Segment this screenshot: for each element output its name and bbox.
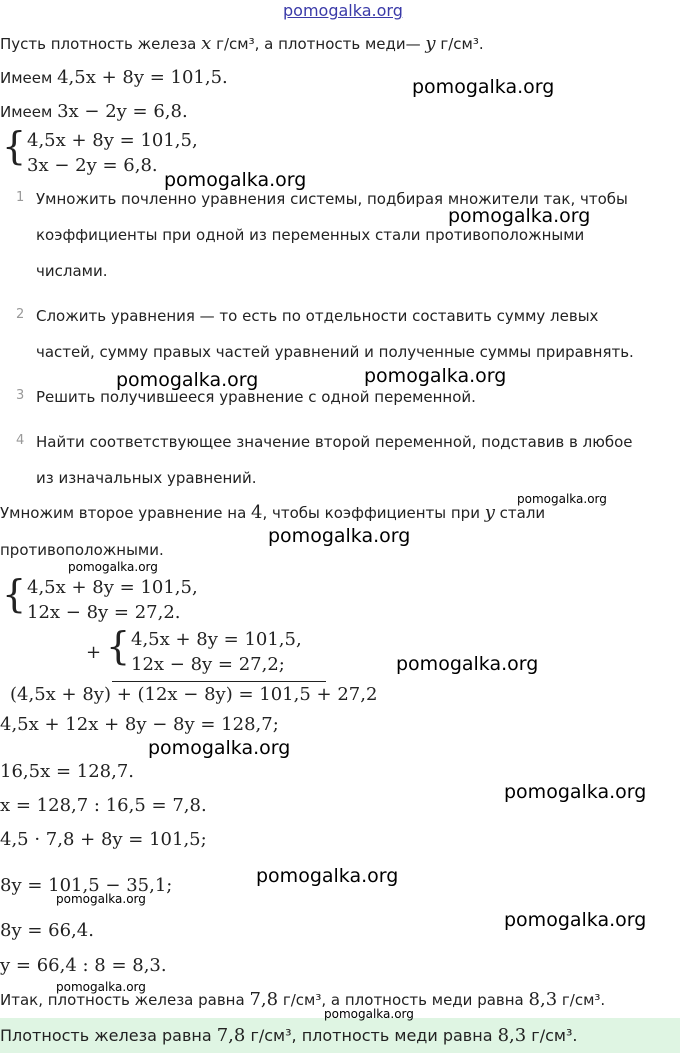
watermark: pomogalka.org bbox=[412, 76, 555, 98]
watermark: pomogalka.org bbox=[396, 653, 539, 675]
intro-mid: г/см³, а плотность меди— bbox=[211, 35, 426, 53]
calc-line-5: 4,5 · 7,8 + 8y = 101,5; bbox=[0, 829, 207, 850]
answer-before: Плотность железа равна bbox=[0, 1026, 217, 1045]
step-4-line-2: из изначальных уравнений. bbox=[36, 469, 257, 487]
addition-rule bbox=[112, 681, 326, 682]
have1-equation: 4,5x + 8y = 101,5. bbox=[57, 67, 228, 88]
have-equation-2 bbox=[0, 102, 188, 122]
watermark: pomogalka.org bbox=[164, 169, 307, 191]
multiply-after: стали bbox=[494, 504, 546, 522]
conclusion-mid: г/см³, а плотность меди равна bbox=[278, 991, 529, 1009]
step-3-line-1: Решить получившееся уравнение с одной переменной. bbox=[36, 388, 476, 406]
watermark: pomogalka.org bbox=[116, 369, 259, 391]
watermark: pomogalka.org bbox=[56, 980, 146, 994]
step-1-number: 1 bbox=[16, 190, 25, 205]
watermark: pomogalka.org bbox=[56, 892, 146, 906]
step-3-number: 3 bbox=[16, 388, 25, 403]
conclusion-value-iron: 7,8 bbox=[249, 989, 279, 1010]
calc-line-2: 4,5x + 12x + 8y − 8y = 128,7; bbox=[0, 714, 279, 735]
system2-brace: { bbox=[2, 572, 27, 616]
watermark: pomogalka.org bbox=[268, 525, 411, 547]
step-4-line-1: Найти соответствующее значение второй переменной, подставив в любое bbox=[36, 433, 633, 451]
step-2-line-1: Сложить уравнения — то есть по отдельности составить сумму левых bbox=[36, 307, 599, 325]
addition-line-2: 12x − 8y = 27,2; bbox=[131, 654, 285, 675]
step-2-line-2: частей, сумму правых частей уравнений и полученные суммы приравнять. bbox=[36, 343, 634, 361]
watermark: pomogalka.org bbox=[324, 1007, 414, 1021]
calc-line-8: y = 66,4 : 8 = 8,3. bbox=[0, 955, 167, 976]
watermark: pomogalka.org bbox=[504, 909, 647, 931]
watermark: pomogalka.org bbox=[504, 781, 647, 803]
have1-label: Имеем bbox=[0, 69, 58, 87]
watermark: pomogalka.org bbox=[148, 737, 291, 759]
multiply-before: Умножим второе уравнение на bbox=[0, 504, 252, 522]
answer-value-copper: 8,3 bbox=[497, 1025, 527, 1046]
intro-text bbox=[0, 34, 484, 54]
system1-brace: { bbox=[2, 124, 27, 168]
have2-equation: 3x − 2y = 6,8. bbox=[57, 101, 188, 122]
multiply-factor: 4 bbox=[251, 502, 263, 523]
calc-line-1: (4,5x + 8y) + (12x − 8y) = 101,5 + 27,2 bbox=[10, 684, 378, 705]
conclusion-value-copper: 8,3 bbox=[528, 989, 558, 1010]
multiply-sentence bbox=[0, 503, 545, 523]
multiply-mid: , чтобы коэффициенты при bbox=[262, 504, 485, 522]
var-y: y bbox=[425, 33, 436, 54]
calc-line-3: 16,5x = 128,7. bbox=[0, 761, 135, 782]
intro-before: Пусть плотность железа bbox=[0, 35, 202, 53]
step-1-line-1: Умножить почленно уравнения системы, подбирая множители так, чтобы bbox=[36, 190, 628, 208]
multiply-line-2: противоположными. bbox=[0, 541, 164, 559]
calc-line-4: x = 128,7 : 16,5 = 7,8. bbox=[0, 795, 207, 816]
watermark: pomogalka.org bbox=[517, 492, 607, 506]
system2-line-1: 4,5x + 8y = 101,5, bbox=[27, 577, 198, 598]
addition-brace: { bbox=[106, 624, 131, 668]
step-4-number: 4 bbox=[16, 433, 25, 448]
conclusion-after: г/см³. bbox=[557, 991, 606, 1009]
calc-line-7: 8y = 66,4. bbox=[0, 920, 94, 941]
watermark: pomogalka.org bbox=[364, 365, 507, 387]
have2-label: Имеем bbox=[0, 103, 58, 121]
step-1-line-2: коэффициенты при одной из переменных стали противоположными bbox=[36, 226, 585, 244]
answer-box bbox=[0, 1018, 680, 1053]
watermark: pomogalka.org bbox=[68, 560, 158, 574]
addition-line-1: 4,5x + 8y = 101,5, bbox=[131, 629, 302, 650]
answer-mid: г/см³, плотность меди равна bbox=[245, 1026, 498, 1045]
watermark-top[interactable]: pomogalka.org bbox=[283, 1, 403, 20]
intro-after: г/см³. bbox=[435, 35, 484, 53]
answer-after: г/см³. bbox=[526, 1026, 578, 1045]
step-2-number: 2 bbox=[16, 307, 25, 322]
calc-line-6: 8y = 101,5 − 35,1; bbox=[0, 875, 173, 896]
watermark: pomogalka.org bbox=[448, 205, 591, 227]
system1-line-2: 3x − 2y = 6,8. bbox=[27, 155, 158, 176]
system2-line-2: 12x − 8y = 27,2. bbox=[27, 602, 181, 623]
watermark: pomogalka.org bbox=[256, 865, 399, 887]
conclusion-before: Итак, плотность железа равна bbox=[0, 991, 250, 1009]
answer-value-iron: 7,8 bbox=[216, 1025, 246, 1046]
have-equation-1 bbox=[0, 68, 228, 88]
multiply-var: y bbox=[484, 502, 495, 523]
var-x: x bbox=[201, 33, 212, 54]
system1-line-1: 4,5x + 8y = 101,5, bbox=[27, 130, 198, 151]
step-1-line-3: числами. bbox=[36, 262, 108, 280]
plus-sign: + bbox=[86, 642, 102, 663]
